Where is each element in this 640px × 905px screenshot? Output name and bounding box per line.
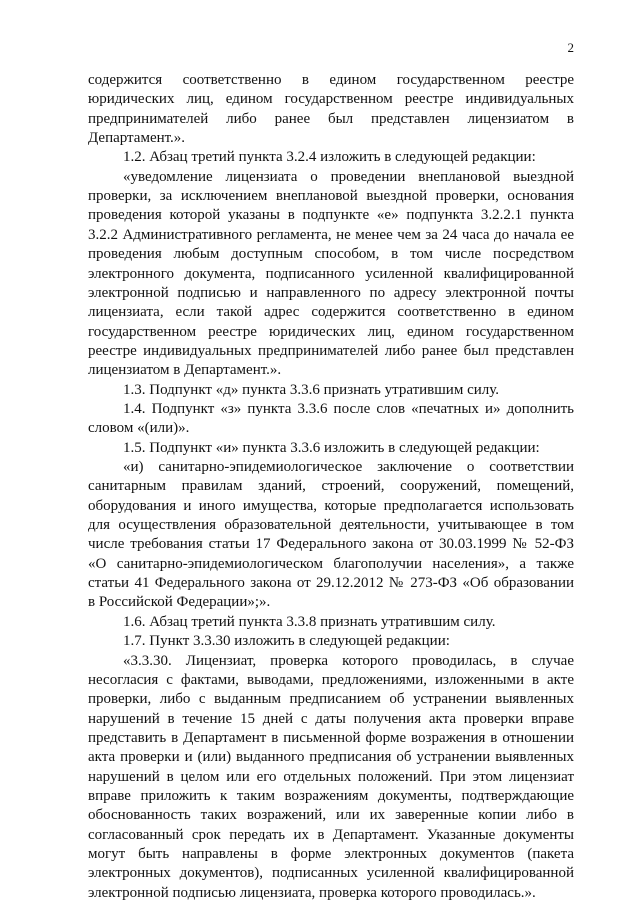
text-line: нарушений в целом или его отдельных положений. При этом лицензиат <box>88 768 574 785</box>
text-line: 3.2.2 Административного регламента, не менее чем за 24 часа до начала ее <box>88 226 574 243</box>
text-line: предпринимателей либо ранее был представлен лицензиатом в <box>88 110 574 127</box>
text-line: словом «(или)». <box>88 420 190 437</box>
text-line: представить в Департамент в письменной форме возражения в отношении <box>88 729 574 746</box>
text-line: проведения любым доступным способом, в том числе посредством <box>88 246 574 263</box>
text-line: содержится соответственно в едином государственном реестре <box>88 72 574 88</box>
text-line: юридических лиц, едином государственном реестре индивидуальных <box>88 91 574 108</box>
text-line: обоснованность таких возражений, или их заверенные копии либо в <box>88 807 574 824</box>
text-line: электронной подписью и направленного по адресу электронной почты <box>88 284 574 301</box>
text-line: проверки, за исключением внеплановой выездной проверки, основания <box>88 188 574 205</box>
text-line: электронного документа, подписанного усиленной квалифицированной <box>88 265 574 282</box>
text-line: статьи 41 Федерального закона от 29.12.2012 № 273-ФЗ «Об образовании <box>88 575 574 592</box>
text-line: согласованный срок передать их в Департамент. Указанные документы <box>88 826 574 843</box>
text-line: проведения которой указаны в подпункте «е» подпункта 3.2.2.1 пункта <box>88 207 574 224</box>
text-line: лицензиатом в Департамент.». <box>88 362 282 379</box>
text-line: «3.3.30. Лицензиат, проверка которого проводилась, в случае <box>123 652 574 669</box>
text-line: акта проверки и (или) выданного предписания об устранении выявленных <box>88 749 574 766</box>
text-line: «уведомление лицензиата о проведении внеплановой выездной <box>123 168 574 185</box>
text-line: 1.3. Подпункт «д» пункта 3.3.6 признать утратившим силу. <box>123 381 499 398</box>
text-line: электронных документов), подписанных усиленной квалифицированной <box>88 865 574 882</box>
text-line: электронной подписью лицензиата, проверка которого проводилась.». <box>88 884 536 901</box>
text-line: оборудования и иного имущества, которые предполагается использовать <box>88 497 574 514</box>
text-line: нарушений в течение 15 дней с даты получения акта проверки вправе <box>88 710 574 727</box>
text-line: для осуществления образовательной деятельности, учитывающее в том <box>88 517 574 534</box>
text-line: вправе приложить к таким возражениям документы, подтверждающие <box>88 787 574 804</box>
text-line: санитарным правилам зданий, строений, сооружений, помещений, <box>88 478 574 495</box>
text-line: 1.4. Подпункт «з» пункта 3.3.6 после слов «печатных и» дополнить <box>123 400 574 417</box>
text-line: 1.5. Подпункт «и» пункта 3.3.6 изложить в следующей редакции: <box>123 439 540 456</box>
text-line: проверки, либо с выданным предписанием об устранении выявленных <box>88 691 574 708</box>
text-line: числе требования статьи 17 Федерального закона от 30.03.1999 № 52-ФЗ <box>88 536 574 553</box>
text-line: Департамент.». <box>88 130 186 147</box>
text-line: государственном реестре юридических лиц, едином государственном <box>88 323 574 340</box>
text-line: в Российской Федерации»;». <box>88 594 271 611</box>
text-line: могут быть направлены в форме электронных документов (пакета <box>88 846 574 862</box>
text-line: 1.6. Абзац третий пункта 3.3.8 признать утратившим силу. <box>123 613 496 630</box>
page-number: 2 <box>567 40 574 55</box>
text-line: 1.2. Абзац третий пункта 3.2.4 изложить в следующей редакции: <box>123 149 536 166</box>
text-line: «и) санитарно-эпидемиологическое заключение о соответствии <box>123 459 574 475</box>
text-line: реестре индивидуальных предпринимателей либо ранее был представлен <box>88 342 574 359</box>
text-line: «О санитарно-эпидемиологическом благополучии населения», а также <box>88 555 574 572</box>
text-line: 1.7. Пункт 3.3.30 изложить в следующей редакции: <box>123 633 450 650</box>
text-line: лицензиата, если такой адрес содержится соответственно в едином <box>88 304 574 321</box>
text-line: несогласия с фактами, выводами, предложениями, изложенными в акте <box>88 671 574 688</box>
